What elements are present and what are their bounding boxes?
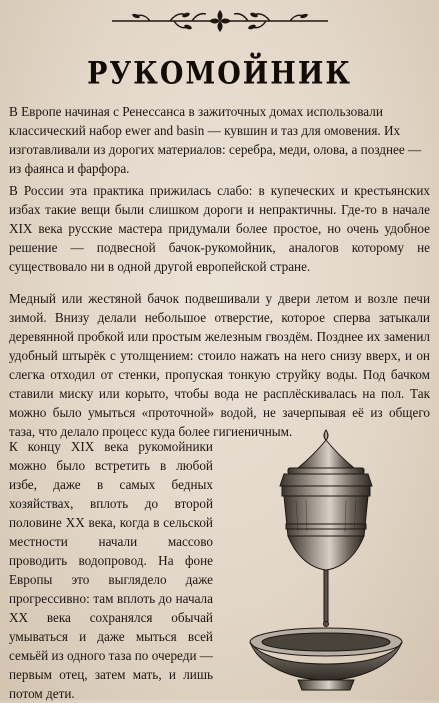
- page-title: РУКОМОЙНИК: [87, 55, 352, 92]
- paragraph-history: К концу XIX века рукомойники можно было встретить в любой избе, даже в самых бедных хозяйствах, вплоть до второй половине XX века, когда в сельской местности начали массово проводить водопровод. На фоне Европы это выглядело даже прогрессивно: там вплоть до начала XX века сохранялся обычай умываться и даже мыться всей семьёй из одного таза по очереди — первым отец, затем мать, и лишь потом дети.: [9, 439, 213, 701]
- paragraph-russia: В России эта практика прижилась слабо: в купеческих и крестьянских избах такие вещи были слишком дороги и непрактичны. Где-то в начале XIX века русские мастера придумали более простое, но очень удобное решение — подвесной бачок-рукомойник, аналогов которому не существовало ни в одной другой европейской стране.: [9, 183, 430, 274]
- floral-divider-icon: [110, 6, 330, 36]
- washstand-illustration: [226, 428, 430, 696]
- paragraph-europe: В Европе начиная с Ренессанса в зажиточных домах использовали классический набор ewer and basin — кувшин и таз для омовения. Их изготавливали из дорогих материалов: серебра, меди, олова, а позднее — из фаянса и фарфора.: [9, 104, 422, 176]
- paragraph-mechanism: Медный или жестяной бачок подвешивали у двери летом и возле печи зимой. Внизу делали небольшое отверстие, которое сперва затыкали деревянной пробкой или простым железным гвоздём. Позднее их заменил удобный штырёк с утолщением: стоило нажать на него снизу вверх, и он слегка отходил от стенки, пропуская тонкую струйку воды. Под бачком ставили миску или корыто, чтобы вода не расплёскивалась на пол. Так можно было умыться «проточной» водой, не зачерпывая её из общего таза, что делало процесс куда более гигиеничным.: [9, 291, 430, 439]
